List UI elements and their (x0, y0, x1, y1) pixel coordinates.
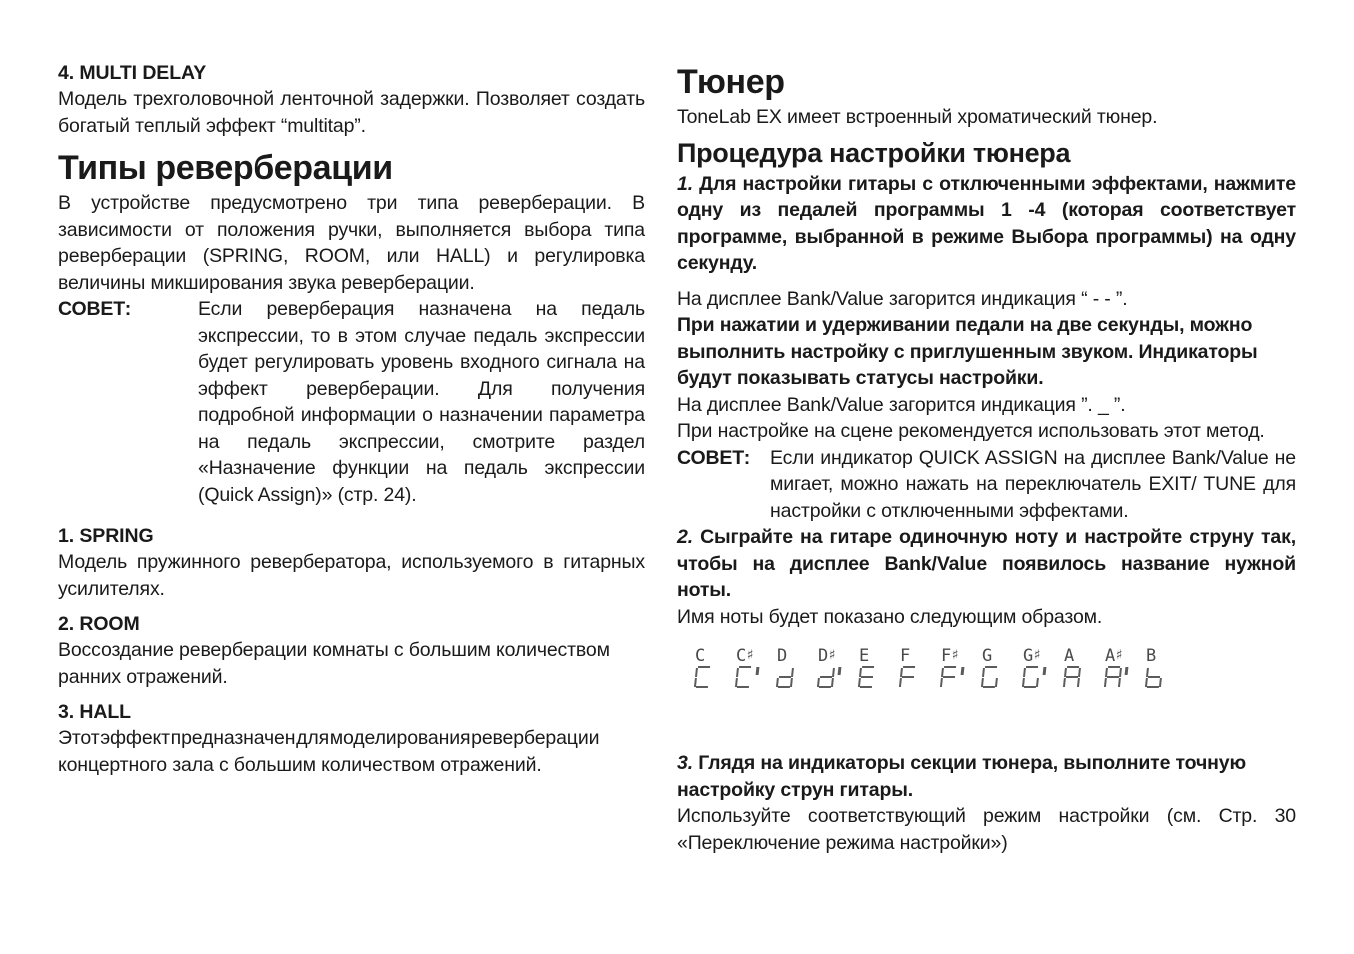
paragraph-room-body: Воссоздание реверберации комнаты с большим количеством ранних отражений. (58, 639, 610, 688)
note-label-text: E (859, 646, 869, 666)
led-glyph-C (695, 666, 736, 692)
segment-vC (1159, 678, 1162, 687)
segment-vC (1118, 678, 1121, 687)
led-glyph-G (982, 666, 1023, 692)
note-label-text: G (982, 646, 992, 666)
segment-vF (1023, 668, 1026, 677)
segment-hG (1148, 676, 1160, 678)
paragraph-bold-note: При нажатии и удерживании педали на две секунды, можно выполнить настройку с приглушенным звуком. Индикаторы будут показывать статусы настройки. (677, 314, 1258, 389)
segment-vF (982, 668, 985, 677)
paragraph-multi-delay-body: Модель трехголовочной ленточной задержки. Позволяет создать богатый теплый эффект “multitap”. (58, 88, 645, 137)
step-text-3: Глядя на индикаторы секции тюнера, выполните точную настройку струн гитары. (677, 752, 1246, 801)
segment-vF (695, 668, 698, 677)
note-label-B (1146, 646, 1187, 666)
segment-vC (995, 678, 998, 687)
led-glyph-Gsharp (1023, 666, 1064, 692)
segment-vB (791, 668, 794, 677)
seven-segment-icon (1063, 666, 1082, 688)
segment-hG (779, 676, 791, 678)
paragraph-tuner-intro: ToneLab EX имеет встроенный хроматический тюнер. (677, 106, 1158, 128)
segment-hA (862, 666, 874, 668)
led-glyph-B (1146, 666, 1187, 692)
segment-vE (1063, 678, 1066, 687)
segment-hD (778, 686, 790, 688)
note-label-text: A (1105, 646, 1115, 666)
seven-segment-icon (735, 666, 754, 688)
segment-hD (1147, 686, 1159, 688)
segment-hG (820, 676, 832, 678)
seven-segment-icon (858, 666, 877, 688)
note-label-Asharp (1105, 646, 1146, 666)
seven-segment-icon (899, 666, 918, 688)
note-label-D (777, 646, 818, 666)
segment-hD (819, 686, 831, 688)
note-label-text: F (900, 646, 910, 666)
heading-reverb-types: Типы реверберации (58, 149, 393, 187)
sharp-symbol-icon: ♯ (827, 646, 836, 664)
segment-hD (983, 686, 995, 688)
led-glyph-Fsharp (941, 666, 982, 692)
heading-room: 2. ROOM (58, 613, 140, 635)
segment-vF (736, 668, 739, 677)
heading-tuning-procedure: Процедура настройки тюнера (677, 137, 1071, 168)
heading-hall: 3. HALL (58, 701, 131, 723)
segment-hD (696, 686, 708, 688)
sharp-symbol-icon: ♯ (1114, 646, 1123, 664)
tip-label: СОВЕТ: (58, 298, 132, 320)
led-sharp-tick-icon (755, 667, 758, 675)
spacer (677, 277, 1296, 286)
led-sharp-tick-icon (1124, 667, 1127, 675)
segment-hA (698, 666, 710, 668)
step-text-2: Сыграйте на гитаре одиночную ноту и настройте струну так, чтобы на дисплее Bank/Value появилось название нужной ноты. (677, 526, 1296, 601)
segment-hA (985, 666, 997, 668)
seven-segment-icon (1022, 666, 1041, 688)
led-glyph-E (859, 666, 900, 692)
heading-spring: 1. SPRING (58, 525, 154, 547)
spacer (58, 508, 645, 523)
segment-hG (902, 676, 914, 678)
note-label-Fsharp (941, 646, 982, 666)
segment-hG (1107, 676, 1119, 678)
sharp-symbol-icon: ♯ (745, 646, 754, 664)
note-label-F (900, 646, 941, 666)
segment-vC (831, 678, 834, 687)
led-glyph-Dsharp (818, 666, 859, 692)
note-label-Dsharp (818, 646, 859, 666)
paragraph-note-2: На дисплее Bank/Value загорится индикация ”. _ ”. (677, 393, 1126, 416)
segment-hG (861, 676, 873, 678)
note-label-Csharp (736, 646, 777, 666)
seven-segment-icon (1104, 666, 1123, 688)
note-label-text: C (695, 646, 705, 666)
note-label-C (695, 646, 736, 666)
paragraph-note-5: Используйте соответствующий режим настройки (см. Стр. 30 «Переключение режима настройки») (677, 805, 1296, 854)
paragraph-note-3: При настройке на сцене рекомендуется использовать этот метод. (677, 420, 1265, 442)
note-name-figure (695, 646, 1187, 692)
right-column (677, 0, 1354, 954)
sharp-symbol-icon: ♯ (1032, 646, 1041, 664)
segment-hA (1067, 666, 1079, 668)
segment-vE (940, 678, 943, 687)
segment-hA (944, 666, 956, 668)
note-label-text: D (777, 646, 787, 666)
segment-vB (832, 668, 835, 677)
segment-vC (1077, 678, 1080, 687)
led-glyph-D (777, 666, 818, 692)
paragraph-spring-body: Модель пружинного ревербератора, используемого в гитарных усилителях. (58, 551, 645, 600)
seven-segment-icon (776, 666, 795, 688)
led-glyph-F (900, 666, 941, 692)
segment-vE (899, 678, 902, 687)
paragraph-step-1 (677, 171, 1296, 277)
segment-hD (737, 686, 749, 688)
segment-hA (739, 666, 751, 668)
seven-segment-icon (940, 666, 959, 688)
step-number-1: 1. (677, 172, 693, 195)
step-number-3: 3. (677, 752, 693, 774)
seven-segment-icon (1145, 666, 1164, 688)
paragraph-note-4: Имя ноты будет показано следующим образом. (677, 605, 1103, 628)
led-sharp-tick-icon (960, 667, 963, 675)
segment-hD (1024, 686, 1036, 688)
spacer (58, 690, 645, 699)
seven-segment-icon (981, 666, 1000, 688)
note-label-E (859, 646, 900, 666)
segment-hA (1026, 666, 1038, 668)
tip-body: Если реверберация назначена на педаль экспрессии, то в этом случае педаль экспрессии будет регулировать уровень входного сигнала на эффект реверберации. Для получения подробной информации о назначении параметра на педаль экспрессии, смотрите раздел «Назначение функции на педаль экспрессии (Quick Assign)» (стр. 24). (198, 298, 645, 506)
paragraph-reverb-types-intro: В устройстве предусмотрено три типа реверберации. В зависимости от положения ручки, выполняется выбора типа реверберации (SPRING, ROOM, или HALL) и регулировка величины микширования звука реверберации. (58, 192, 645, 294)
paragraph-hall-body-line1: Этот эффект предназначен для моделирования реверберации (58, 727, 600, 749)
tip-block-tuner (677, 445, 1296, 525)
segment-hD (860, 686, 872, 688)
note-label-text: B (1146, 646, 1156, 666)
note-label-text: C (736, 646, 746, 666)
segment-hG (1066, 676, 1078, 678)
sharp-symbol-icon: ♯ (950, 646, 959, 664)
heading-tuner: Тюнер (677, 63, 785, 101)
note-label-G (982, 646, 1023, 666)
heading-multi-delay: 4. MULTI DELAY (58, 62, 207, 84)
step-text-1: Для настройки гитары с отключенными эффектами, нажмите одну из педалей программы 1 -4 (которая соответствует программе, выбранной в режиме Выбора программы) на одну секунду. (677, 172, 1296, 274)
spacer (677, 692, 1296, 750)
note-label-text: A (1064, 646, 1074, 666)
segment-hA (903, 666, 915, 668)
paragraph-step-3 (677, 750, 1296, 803)
seven-segment-icon (694, 666, 713, 688)
segment-vB (1078, 668, 1081, 677)
note-name-row-led (695, 666, 1187, 692)
tip-block-reverb (58, 296, 645, 508)
note-name-row-labels (695, 646, 1187, 666)
note-label-text: D (818, 646, 828, 666)
paragraph-hall-body-line2: концертного зала с большим количеством отражений. (58, 753, 542, 776)
led-glyph-Asharp (1105, 666, 1146, 692)
segment-vE (1104, 678, 1107, 687)
paragraph-note-1: На дисплее Bank/Value загорится индикация “ - - ”. (677, 287, 1128, 310)
led-sharp-tick-icon (837, 667, 840, 675)
seven-segment-icon (817, 666, 836, 688)
led-sharp-tick-icon (1042, 667, 1045, 675)
note-label-A (1064, 646, 1105, 666)
note-label-Gsharp (1023, 646, 1064, 666)
led-glyph-Csharp (736, 666, 777, 692)
step-number-2: 2. (677, 526, 693, 548)
segment-vC (1036, 678, 1039, 687)
note-label-text: G (1023, 646, 1033, 666)
tip-body: Если индикатор QUICK ASSIGN на дисплее Bank/Value не мигает, можно нажать на переключатель EXIT/ TUNE для настройки с отключенными эффектами. (770, 446, 1296, 522)
segment-vC (790, 678, 793, 687)
segment-hG (943, 676, 955, 678)
tip-label: СОВЕТ: (677, 446, 751, 469)
segment-vB (1119, 668, 1122, 677)
spacer (58, 602, 645, 611)
led-glyph-A (1064, 666, 1105, 692)
note-label-text: F (941, 646, 951, 666)
segment-hA (1108, 666, 1120, 668)
paragraph-step-2 (677, 524, 1296, 604)
